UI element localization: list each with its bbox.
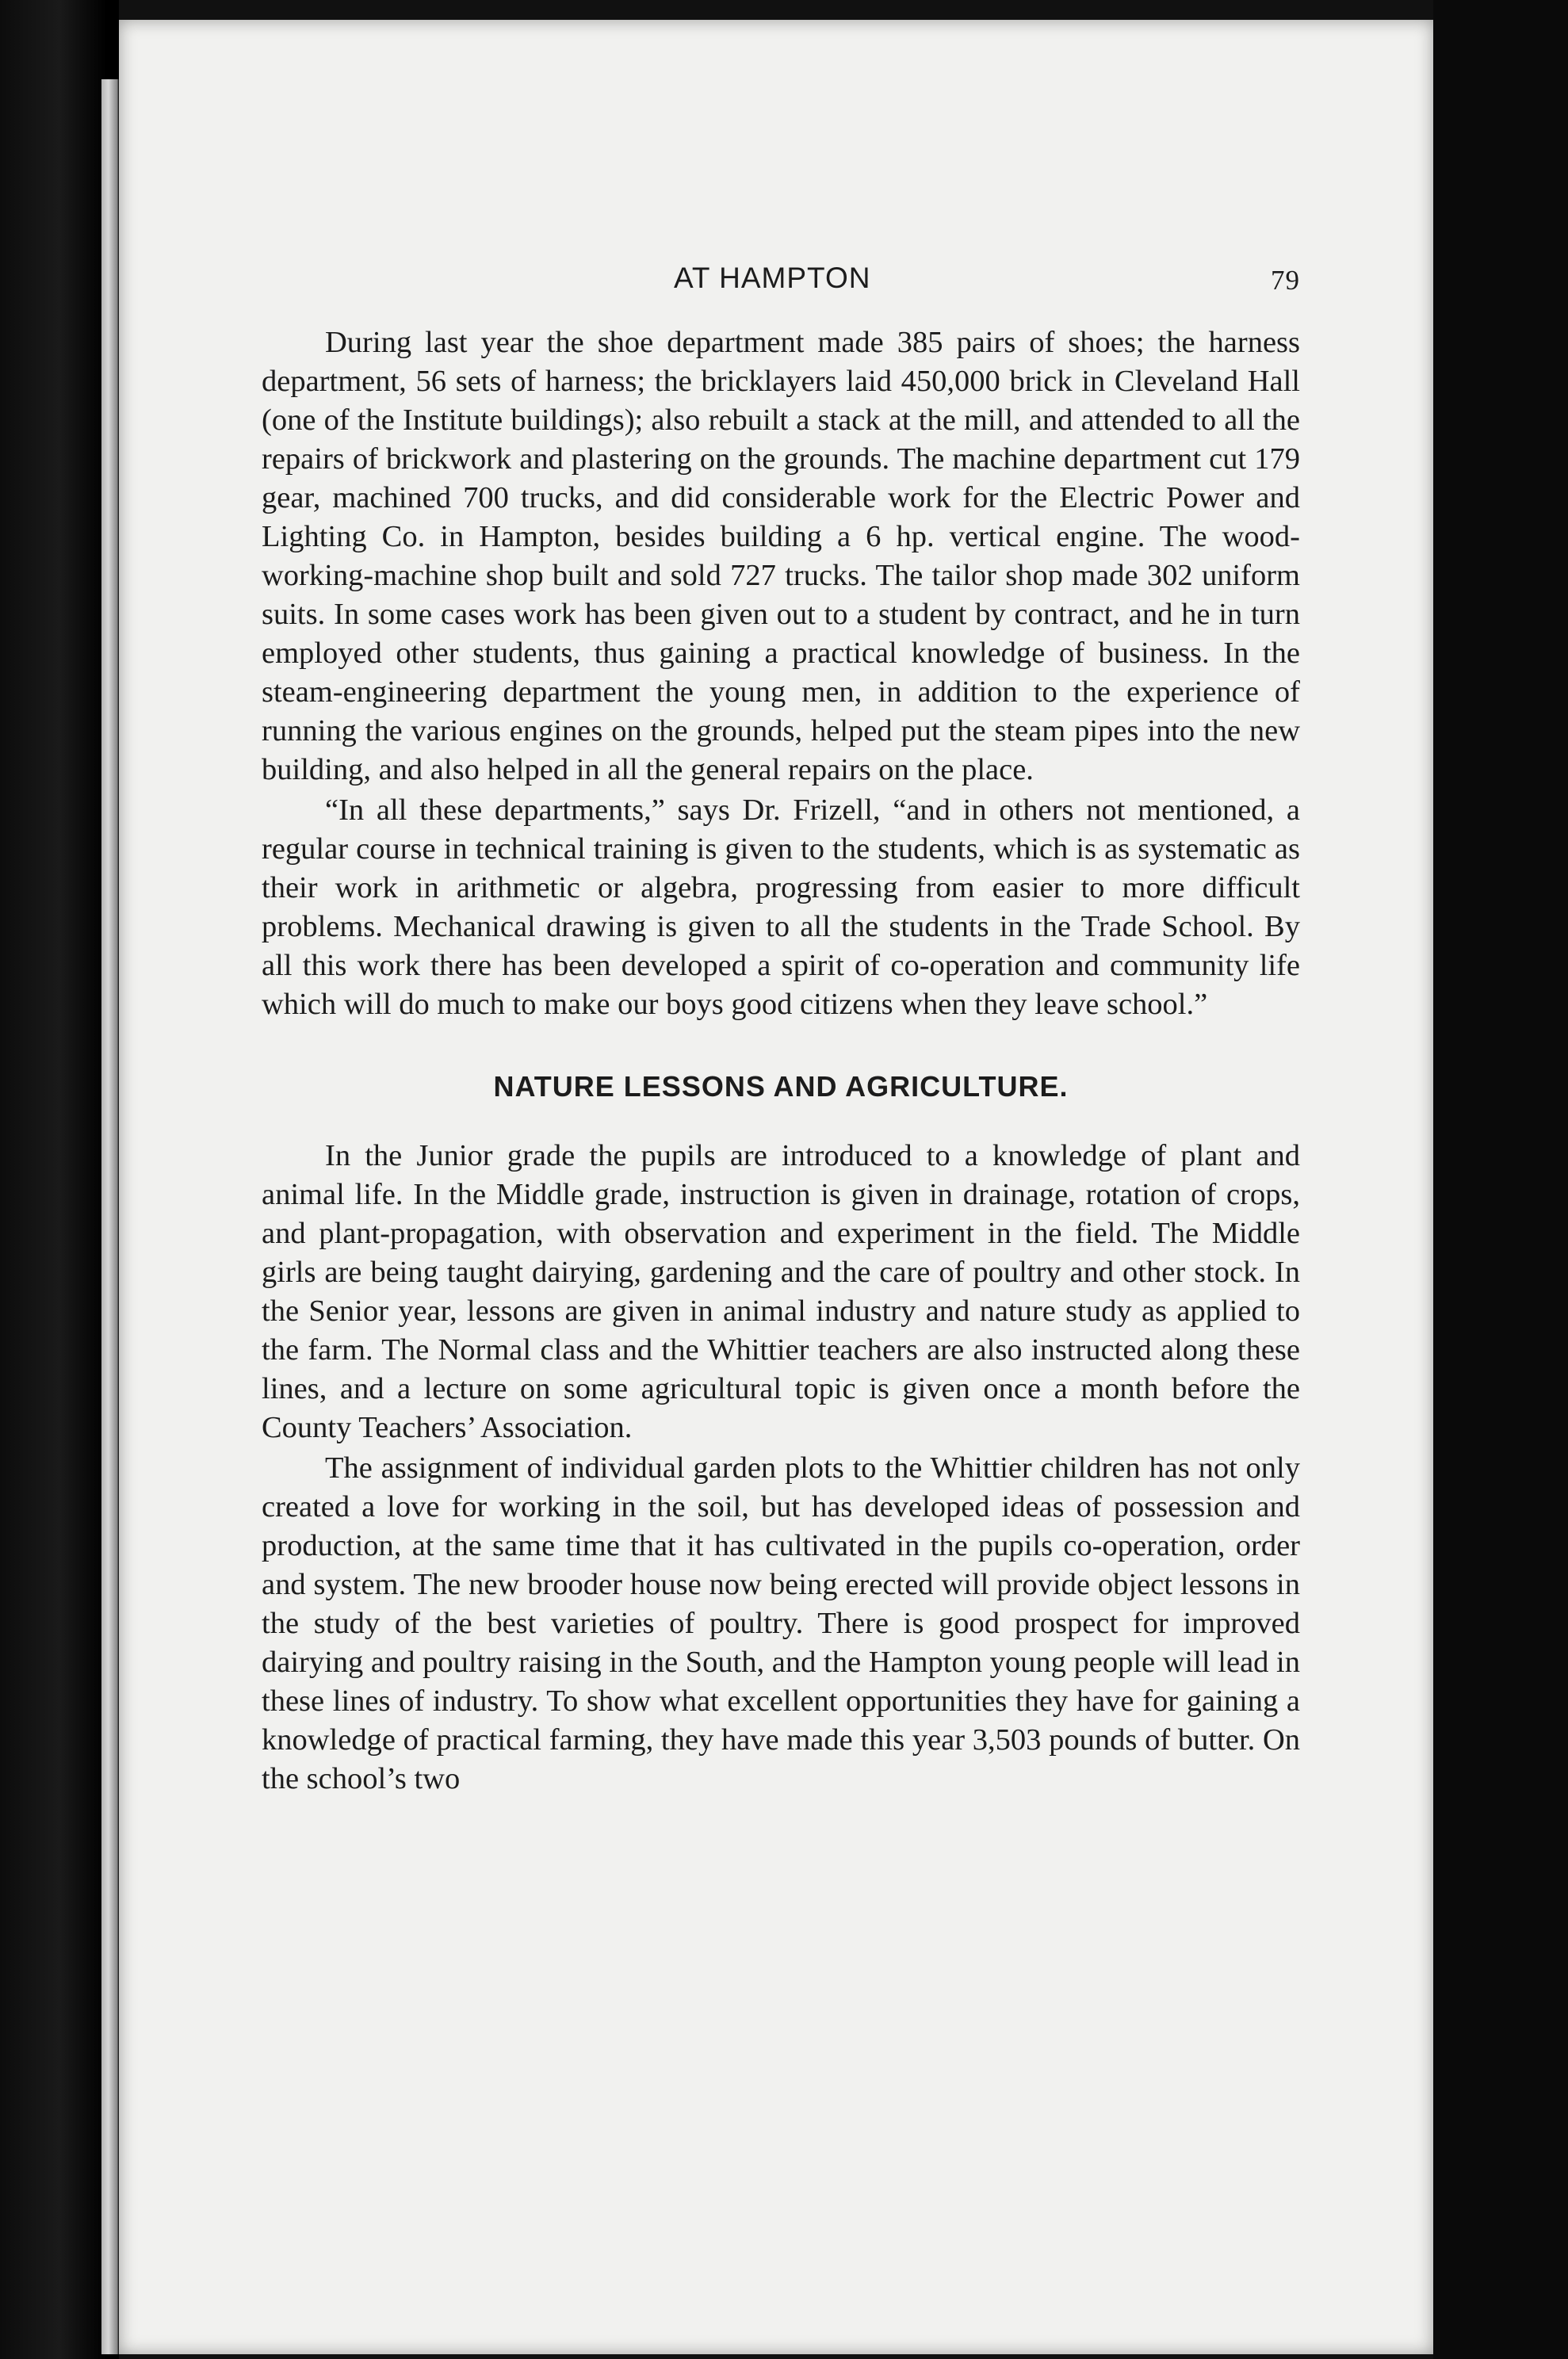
paragraph-frizell-quote: “In all these departments,” says Dr. Frizell, “and in others not mentioned, a regular course in technical training is given to the students, which is as systematic as their work in arithmetic or algebra, progressing from easier to more difficult problems. Mechanical drawing is given to all the students in the Trade School. By all this work there has been developed a spirit of co-operation and community life which will do much to make our boys good citizens when they leave school.”	[262, 793, 1300, 1021]
paragraph-trade-departments: During last year the shoe department made 385 pairs of shoes; the harness department, 56 sets of harness; the bricklayers laid 450,000 brick in Cleveland Hall (one of the Institute buildings); also rebuilt a stack at the mill, and attended to all the repairs of brickwork and plastering on the grounds. The machine department cut 179 gear, machined 700 trucks, and did considerable work for the Electric Power and Lighting Co. in Hampton, besides building a 6 hp. vertical engine. The wood-working-machine shop built and sold 727 trucks. The tailor shop made 302 uniform suits. In some cases work has been given out to a student by contract, and he in turn employed other students, thus gaining a practical knowledge of business. In the steam-engineering department the young men, in addition to the experience of running the various engines on the grounds, helped put the steam pipes into the new building, and also helped in all the general repairs on the place.	[262, 326, 1300, 786]
right-background	[1433, 0, 1568, 2359]
running-head: AT HAMPTON	[674, 262, 871, 294]
book-gutter	[101, 79, 119, 2354]
paragraph-nature-lessons: In the Junior grade the pupils are introduced to a knowledge of plant and animal life. In the Middle grade, instruction is given in drainage, rotation of crops, and plant-propagation, with observation and experiment in the field. The Middle girls are being taught dairying, gardening and the care of poultry and other stock. In the Senior year, lessons are given in animal industry and nature study as applied to the farm. The Normal class and the Whittier teachers are also instructed along these lines, and a lecture on some agricultural topic is given once a month before the County Teachers’ Association.	[262, 1139, 1300, 1444]
page-content	[262, 262, 1300, 1799]
paragraph-garden-plots: The assignment of individual garden plots to the Whittier children has not only created a love for working in the soil, but has developed ideas of possession and production, at the same time that it has cultivated in the pupils co-operation, order and system. The new brooder house now being erected will provide object lessons in the study of the best varieties of poultry. There is good prospect for improved dairying and poultry raising in the South, and the Hampton young people will lead in these lines of industry. To show what excellent opportunities they have for gaining a knowledge of practical farming, they have made this year 3,503 pounds of butter. On the school’s two	[262, 1451, 1300, 1795]
page-number: 79	[1271, 265, 1300, 296]
page-header	[262, 262, 1300, 308]
section-heading: NATURE LESSONS AND AGRICULTURE.	[493, 1070, 1069, 1103]
